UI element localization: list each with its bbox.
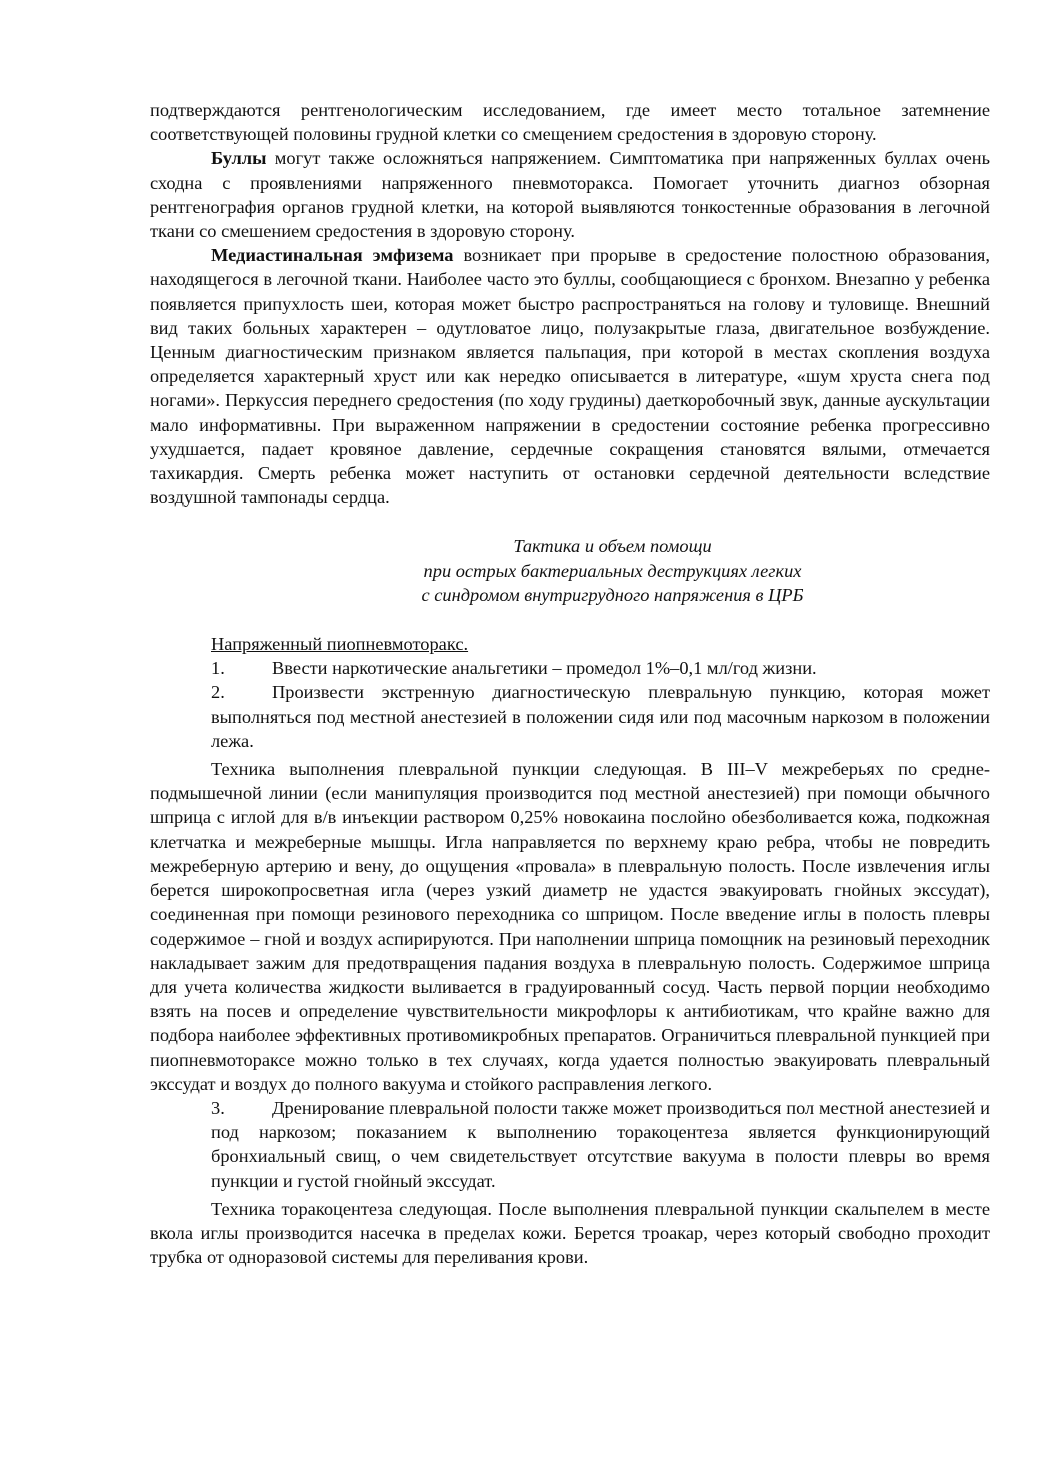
heading-line-2: при острых бактериальных деструкциях легких bbox=[423, 560, 802, 581]
list-number: 1. bbox=[211, 658, 225, 679]
section-heading bbox=[235, 534, 990, 607]
list-item-2 bbox=[150, 680, 990, 753]
term-mediastinal-emphysema: Медиастинальная эмфизема bbox=[211, 245, 454, 266]
list-number: 2. bbox=[211, 682, 225, 703]
term-bullae: Буллы bbox=[211, 148, 267, 169]
paragraph-continuation: подтверждаются рентгенологическим исследованием, где имеет место тотальное затемнение соответствующей половины грудной клетки со смещением средостения в здоровую сторону. bbox=[150, 100, 990, 145]
heading-line-1: Тактика и объем помощи bbox=[513, 536, 712, 557]
paragraph-bullae-text: могут также осложняться напряжением. Симптоматика при напряженных буллах очень сходна с проявлениями напряженного пневмоторакса. Помогает уточнить диагноз обзорная рентгенография органов грудной клетки, на которой выявляются тонкостенные образования в легочной ткани со смешением средостения в здоровую сторону. bbox=[150, 148, 990, 242]
subheading-pyopneumothorax: Напряженный пиопневмоторакс. bbox=[211, 634, 469, 655]
list-text: Дренирование плевральной полости также может производиться пол местной анестезией и под наркозом; показанием к выполнению торакоцентеза является функционирующий бронхиальный свищ, о чем свидетельствует отсутствие вакуума в полости плевры во время пункции и густой гнойный экссудат. bbox=[211, 1097, 990, 1191]
list-number: 3. bbox=[211, 1097, 225, 1118]
heading-line-3: с синдромом внутригрудного напряжения в ЦРБ bbox=[421, 584, 804, 605]
list-item-1 bbox=[150, 656, 990, 680]
list-text: Произвести экстренную диагностическую плевральную пункцию, которая может выполняться под местной анестезией в положении сидя или под масочным наркозом в положении лежа. bbox=[211, 682, 990, 751]
paragraph-bullae bbox=[150, 146, 990, 243]
paragraph-thoracocentesis-technique: Техника торакоцентеза следующая. После выполнения плевральной пункции скальпелем в месте вкола иглы производится насечка в пределах кожи. Берется троакар, через который свободно проходит трубка от одноразовой системы для переливания крови. bbox=[150, 1198, 990, 1268]
list-text: Ввести наркотические анальгетики – промедол 1%–0,1 мл/год жизни. bbox=[272, 658, 817, 679]
document-page bbox=[150, 98, 990, 1269]
paragraph-mediastinal-text: возникает при прорыве в средостение полостною образования, находящегося в легочной ткани. Наиболее часто это буллы, сообщающиеся с бронхом. Внезапно у ребенка появляется припухлость шеи, которая может быстро распространяться на голову и туловище. Внешний вид таких больных характерен – одутловатое лицо, полузакрытые глаза, двигательное возбуждение. Ценным диагностическим признаком является пальпация, при которой в местах скопления воздуха определяется характерный хруст или как нередко описывается в литературе, «шум хруста снега под ногами». Перкуссия переднего средостения (по ходу грудины) даеткоробочный звук, данные аускультации мало информативны. При выраженном напряжении в средостении состояние ребенка прогрессивно ухудшается, падает кровяное давление, сердечные сокращения становятся вялыми, отмечается тахикардия. Смерть ребенка может наступить от остановки сердечной деятельности вследствие воздушной тампонады сердца. bbox=[150, 245, 990, 508]
paragraph-mediastinal-emphysema bbox=[150, 243, 990, 509]
list-item-3 bbox=[150, 1096, 990, 1193]
paragraph-puncture-technique: Техника выполнения плевральной пункции следующая. В III–V межреберьях по средне-подмышечной линии (если манипуляция производится под местной анестезией) при помощи обычного шприца с иглой для в/в инъекции раствором 0,25% новокаина послойно обезболивается кожа, подкожная клетчатка и межреберные мышцы. Игла направляется по верхнему краю ребра, чтобы не повредить межреберную артерию и вену, до ощущения «провала» в плевральную полость. После извлечения иглы берется широкопросветная игла (через узкий диаметр не удастся эвакуировать гнойных экссудат), соединенная при помощи резинового переходника со шприцом. После введение иглы в полость плевры содержимое – гной и воздух аспирируются. При наполнении шприца помощник на резиновый переходник накладывает зажим для предотвращения падания воздуха в плевральную полость. Содержимое шприца для учета количества жидкости выливается в градуированный сосуд. Часть первой порции необходимо взять на посев и определение чувствительности микрофлоры к антибиотикам, что крайне важно для подбора наиболее эффективных противомикробных препаратов. Ограничиться плевральной пункцией при пиопневмотораксе можно только в тех случаях, когда удается полностью эвакуировать плевральный экссудат и воздух до полного вакуума и стойкого расправления легкого. bbox=[150, 759, 990, 1094]
